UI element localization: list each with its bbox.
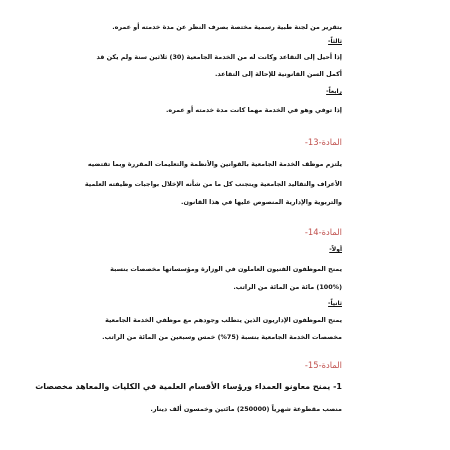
paragraph-line: إذا أحيل إلى التقاعد وكانت له من الخدمة الجامعية (30) ثلاثين سنة ولم يكن قد <box>96 53 342 61</box>
paragraph-line: يلتزم موظف الخدمة الجامعية بالقوانين والأنظمة والتعليمات المقررة وبما تقتضيه <box>87 160 342 168</box>
article-heading-13: المادة-13- <box>304 137 342 147</box>
paragraph-line: والتربوية والإدارية المنصوص عليها في هذا القانون. <box>181 198 342 206</box>
paragraph-line: الأعراف والتقاليد الجامعية ويتجنب كل ما من شأنه الإخلال بواجبات وظيفته العلمية <box>84 180 342 188</box>
article-heading-15: المادة-15- <box>304 360 342 370</box>
paragraph-line: منصب مقطوعة شهرياً (250000) مائتين وخمسون ألف دينار. <box>150 405 342 413</box>
clause-label-first: أولاً- <box>329 246 342 253</box>
paragraph-line: إذا توفي وهو في الخدمة مهما كانت مدة خدمته أو عمره. <box>165 106 342 114</box>
paragraph-line: يمنح الموظفون الفنيون العاملون في الوزارة ومؤسساتها مخصصات بنسبة <box>110 265 342 273</box>
paragraph-line: بتقرير من لجنة طبية رسمية مختصة بصرف النظر عن مدة خدمته أو عمره. <box>112 23 342 31</box>
paragraph-line: (100%) مائة من المائة من الراتب. <box>233 283 342 291</box>
article-heading-14: المادة-14- <box>304 227 342 237</box>
clause-label-second: ثانياً- <box>328 300 342 307</box>
paragraph-line: 1- يمنح معاونو العمداء ورؤساء الأقسام العلمية في الكليات والمعاهد مخصصات <box>35 382 342 391</box>
paragraph-line: أكمل السن القانونية للإحالة إلى التقاعد. <box>214 70 342 78</box>
paragraph-line: يمنح الموظفون الإداريون الذين يتطلب وجودهم مع موظفي الخدمة الجامعية <box>105 316 342 324</box>
paragraph-line: مخصصات الخدمة الجامعية بنسبة (75%) خمس وسبعين من المائة من الراتب. <box>102 333 342 341</box>
clause-label-third: ثالثاً- <box>328 38 342 45</box>
clause-label-fourth: رابعاً- <box>326 88 342 95</box>
